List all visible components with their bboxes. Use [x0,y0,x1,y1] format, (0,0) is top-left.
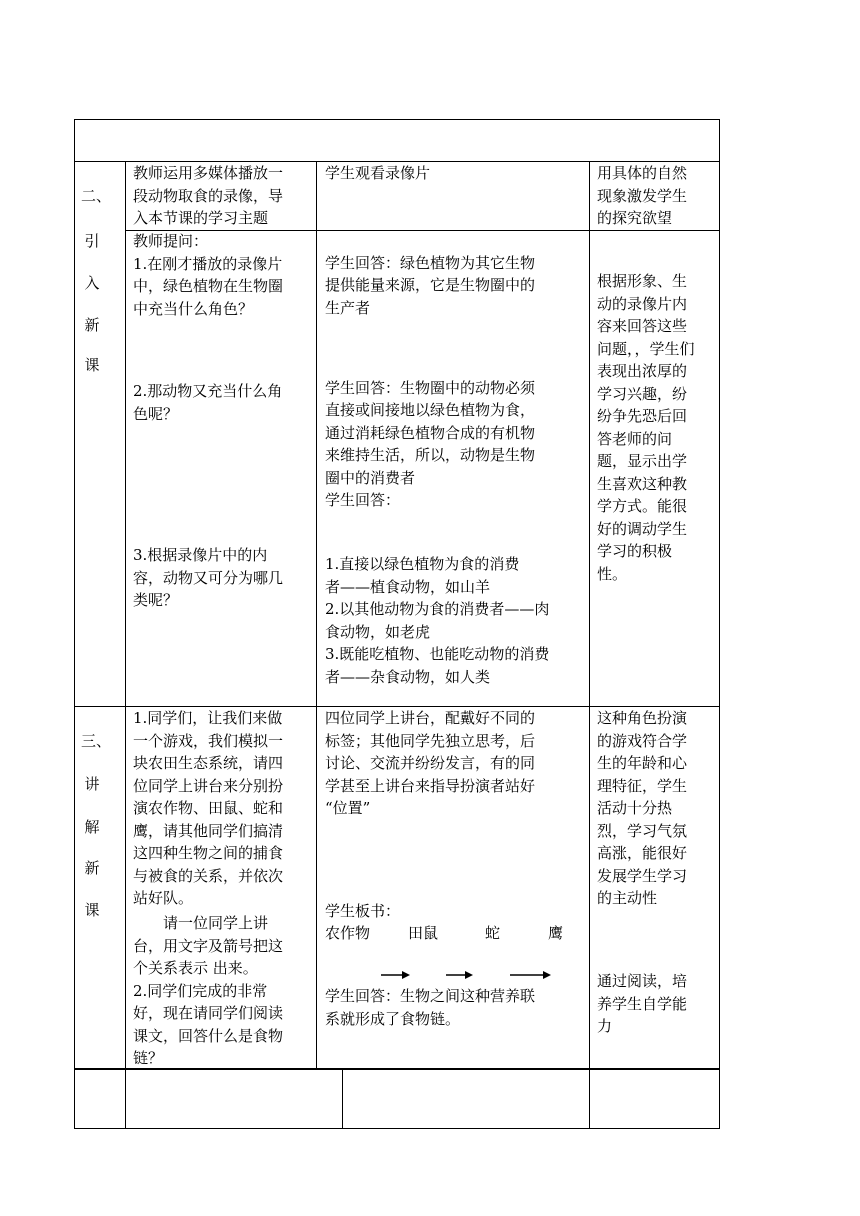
text-line: 者——植食动物，如山羊 [325,578,491,596]
section3-title-char: 新 [84,859,100,877]
text-line: 讨论、交流并纷纷发言，有的同 [325,754,536,772]
row-divider-bottom-block [74,1068,720,1070]
text-line: 高涨，能很好 [597,844,688,862]
text-line: 圈中的消费者 [325,469,416,487]
text-line: 理特征，学生 [597,777,688,795]
text-line: 好，现在请同学们阅读 [133,1004,284,1022]
text-line: 答老师的问 [597,430,673,448]
text-line: 根据形象、生 [597,272,688,290]
text-line: 课文，回答什么是食物 [133,1027,284,1045]
text-line: 生产者 [325,299,371,317]
text-line: 纷争先恐后回 [597,407,688,425]
text-line: 演农作物、田鼠、蛇和 [133,799,284,817]
text-line: 发展学生学习 [597,867,688,885]
text-line: 标签；其他同学先独立思考，后 [325,732,536,750]
text-line: 养学生自学能 [597,995,688,1013]
text-line: 1.同学们，让我们来做 [133,709,283,727]
text-line: 一个游戏，我们模拟一 [133,732,284,750]
text-line: 请一位同学上讲 [133,914,269,932]
text-line: 2.以其他动物为食的消费者——肉 [325,600,550,618]
text-line: 食动物，如老虎 [325,623,431,641]
text-line: “位置” [325,799,371,817]
text-line: 与被食的关系，并依次 [133,867,284,885]
text-line: 学甚至上讲台来指导扮演者站好 [325,777,536,795]
text-line: 学生回答： [325,491,401,509]
section3-title-char: 三、 [81,732,112,750]
section3-title-char: 课 [84,901,100,919]
text-line: 学生观看录像片 [325,164,431,182]
section3-title-char: 解 [84,818,100,836]
text-line: 2.同学们完成的非常 [133,982,268,1000]
text-line: 2.那动物又充当什么角 [133,382,283,400]
text-line: 烈，学习气氛 [597,822,688,840]
section3-title-char: 讲 [84,775,100,793]
chain-arrow-icon [446,970,473,980]
section2-title-char: 课 [84,356,100,374]
text-line: 台，用文字及箭号把这 [133,937,284,955]
text-line: 通过消耗绿色植物合成的有机物 [325,424,536,442]
text-line: 3.既能吃植物、也能吃动物的消费 [325,645,550,663]
row-divider-intro [125,230,720,231]
text-line: 直接或间接地以绿色植物为食， [325,401,536,419]
text-line: 容，动物又可分为哪几 [133,569,284,587]
text-line: 用具体的自然 [597,164,688,182]
text-line: 站好队。 [133,889,194,907]
text-line: 教师运用多媒体播放一 [133,164,284,182]
col-divider-3 [589,161,590,1129]
text-line: 问题，，学生们 [597,340,695,358]
text-line: 3.根据录像片中的内 [133,546,268,564]
board-label: 学生板书： [325,902,401,920]
section2-title-char: 引 [84,232,100,250]
col-divider-1 [125,161,126,1129]
text-line: 的游戏符合学 [597,732,688,750]
text-line: 者——杂食动物，如人类 [325,668,491,686]
text-line: 力 [597,1017,613,1035]
table-top-border [74,119,720,120]
section2-title-char: 二、 [81,187,112,205]
text-line: 中，绿色植物在生物圈 [133,277,284,295]
text-line: 入本节课的学习主题 [133,209,269,227]
text-line: 表现出浓厚的 [597,362,688,380]
text-line: 容来回答这些 [597,317,688,335]
text-line: 这四种生物之间的捕食 [133,844,284,862]
text-line: 学方式。能很 [597,497,688,515]
section2-title-char: 新 [84,316,100,334]
text-line: 学习兴趣，纷 [597,385,688,403]
text-line: 来维持生活，所以，动物是生物 [325,446,536,464]
chain-organism: 鹰 [548,924,564,942]
chain-organism: 蛇 [485,924,501,942]
text-line: 个关系表示 出来。 [133,959,258,977]
text-line: 教师提问： [133,232,209,250]
text-line: 生的年龄和心 [597,754,688,772]
text-line: 生喜欢这种教 [597,475,688,493]
text-line: 学生回答：绿色植物为其它生物 [325,254,536,272]
text-line: 链？ [133,1049,164,1067]
table-bottom-border [74,1128,720,1129]
text-line: 学生回答：生物圈中的动物必须 [325,379,536,397]
text-line: 块农田生态系统，请四 [133,754,284,772]
table-right-border [719,119,720,1129]
text-line: 系就形成了食物链。 [325,1010,461,1028]
text-line: 这种角色扮演 [597,709,688,727]
text-line: 提供能量来源，它是生物圈中的 [325,276,536,294]
text-line: 段动物取食的录像，导 [133,187,284,205]
text-line: 现象激发学生 [597,187,688,205]
text-line: 学生回答：生物之间这种营养联 [325,987,536,1005]
text-line: 的主动性 [597,889,658,907]
text-line: 四位同学上讲台，配戴好不同的 [325,709,536,727]
text-line: 1.在刚才播放的录像片 [133,255,283,273]
section2-title-char: 入 [84,274,100,292]
text-line: 活动十分热 [597,799,673,817]
text-line: 类呢？ [133,591,179,609]
text-line: 题，显示出学 [597,452,688,470]
text-line: 的探究欲望 [597,209,673,227]
chain-arrow-icon [381,970,410,980]
text-line: 中充当什么角色？ [133,300,254,318]
text-line: 学习的积极 [597,542,673,560]
text-line: 鹰，请其他同学们搞清 [133,822,284,840]
col-divider-2 [316,161,317,1069]
text-line: 通过阅读，培 [597,972,688,990]
text-line: 1.直接以绿色植物为食的消费 [325,555,520,573]
chain-organism: 农作物 [325,924,371,942]
col-divider-2-bottom [342,1069,343,1129]
chain-organism: 田鼠 [408,924,439,942]
table-left-border [74,119,75,1129]
chain-arrow-icon [510,970,551,980]
text-line: 色呢？ [133,405,179,423]
text-line: 位同学上讲台来分别扮 [133,777,284,795]
text-line: 性。 [597,565,628,583]
text-line: 动的录像片内 [597,295,688,313]
text-line: 好的调动学生 [597,520,688,538]
